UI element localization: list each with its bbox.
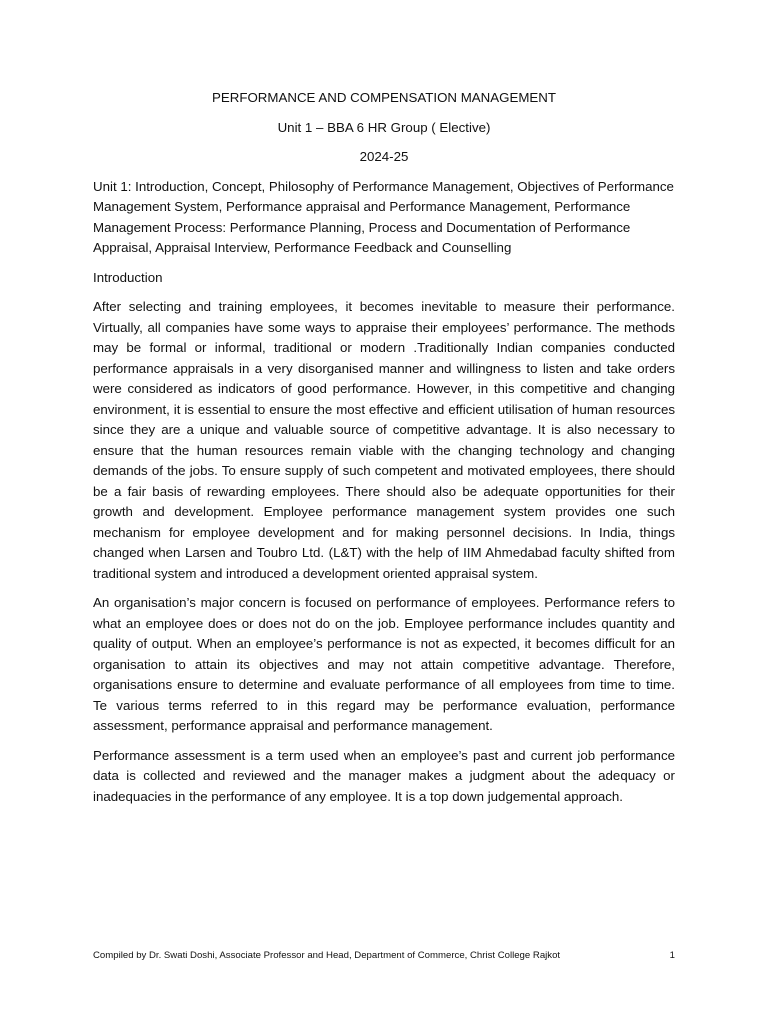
unit-overview: Unit 1: Introduction, Concept, Philosophy of Performance Management, Objectives of Performance Management System, Performance appraisal and Performance Management, Performance Management Process: Performance Planning, Process and Documentation of Performance Appraisal, Appraisal Interview, Performance Feedback and Counselling [93, 178, 674, 255]
paragraph-3: Performance assessment is a term used when an employee’s past and current job performance data is collected and reviewed and the manager makes a judgment about the adequacy or inadequacies in the performance of any employee. It is a top down judgemental approach. [93, 747, 675, 804]
page-number: 1 [669, 950, 675, 961]
page-content [93, 88, 675, 816]
paragraph-1: After selecting and training employees, it becomes inevitable to measure their performance. Virtually, all companies have some ways to appraise their employees’ performance. The methods may be formal or informal, traditional or modern .Traditionally Indian companies conducted performance appraisals in a very disorganised manner and willingness to listen and take orders were considered as indicators of good performance. However, in this competitive and changing environment, it is essential to ensure the most effective and efficient utilisation of human resources since they are a unique and valuable source of competitive advantage. It is also necessary to ensure that the human resources remain viable with the changing technology and changing demands of the jobs. To ensure supply of such competent and motivated employees, there should be a fair basis of rewarding employees. There should also be adequate opportunities for their growth and development. Employee performance management system provides one such mechanism for employee development and for making personnel decisions. In India, things changed when Larsen and Toubro Ltd. (L&T) with the help of IIM Ahmedabad faculty shifted from traditional system and introduced a development oriented appraisal system. [93, 299, 675, 581]
document-subtitle: Unit 1 – BBA 6 HR Group ( Elective) [277, 119, 491, 135]
document-title: PERFORMANCE AND COMPENSATION MANAGEMENT [211, 90, 557, 105]
paragraph-2: An organisation’s major concern is focused on performance of employees. Performance refers to what an employee does or does not do on the job. Employee performance includes quantity and quality of output. When an employee’s performance is not as expected, it becomes difficult for an organisation to attain its objectives and may not attain competitive advantage. Therefore, organisations ensure to determine and evaluate performance of all employees from time to time. Te various terms referred to in this regard may be performance evaluation, performance assessment, performance appraisal and performance management. [93, 595, 675, 733]
page-footer [93, 949, 675, 963]
document-year: 2024-25 [359, 149, 409, 164]
footer-credit: Compiled by Dr. Swati Doshi, Associate Professor and Head, Department of Commerce, Christ College Rajkot [93, 950, 561, 961]
section-heading-introduction: Introduction [93, 269, 163, 285]
